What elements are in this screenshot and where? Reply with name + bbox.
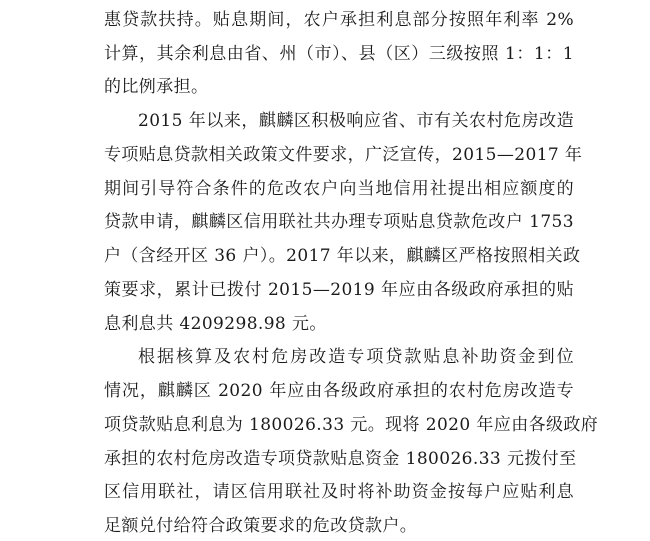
text-line: 惠贷款扶持。贴息期间，农户承担利息部分按照年利率 2% (104, 10, 574, 30)
text-line: 期间引导符合条件的危改农户向当地信用社提出相应额度的 (104, 178, 574, 199)
text-line: 情况，麒麟区 2020 年应由各级政府承担的农村危房改造专 (104, 381, 574, 402)
text-line: 策要求，累计已拨付 2015—2019 年应由各级政府承担的贴 (104, 279, 574, 300)
text-line: 区信用联社，请区信用联社及时将补助资金按每户应贴利息 (104, 482, 574, 503)
text-line: 计算，其余利息由省、州（市）、县（区）三级按照 1：1：1 (104, 43, 574, 64)
text-line: 户（含经开区 36 户）。2017 年以来，麒麟区严格按照相关政 (104, 246, 581, 267)
text-line: 贷款申请，麒麟区信用联社共办理专项贴息贷款危改户 1753 (104, 212, 574, 233)
text-line: 的比例承担。 (104, 77, 209, 98)
text-line: 2015 年以来，麒麟区积极响应省、市有关农村危房改造 (138, 111, 574, 132)
text-line: 根据核算及农村危房改造专项贷款贴息补助资金到位 (138, 347, 574, 368)
text-line: 专项贴息贷款相关政策文件要求，广泛宣传，2015—2017 年 (104, 144, 583, 165)
text-line: 承担的农村危房改造专项贷款贴息资金 180026.33 元拨付至 (104, 448, 577, 469)
text-line: 足额兑付给符合政策要求的危改贷款户。 (104, 516, 418, 536)
text-line: 项贷款贴息利息为 180026.33 元。现将 2020 年应由各级政府 (104, 414, 599, 435)
text-line: 息利息共 4209298.98 元。 (104, 313, 327, 334)
